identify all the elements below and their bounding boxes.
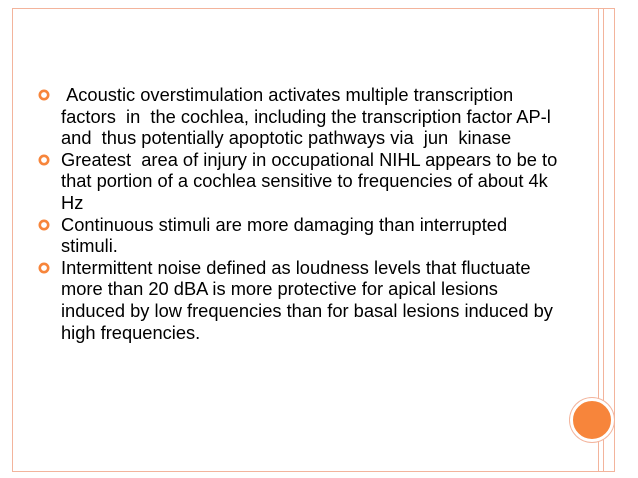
bullet-list — [38, 84, 563, 343]
circle-ring-icon — [38, 219, 50, 231]
orange-circle-decoration — [570, 398, 614, 442]
bullet-item — [38, 148, 563, 214]
bullet-text: Greatest area of injury in occupational NIHL appears to be to that portion of a cochlea sensitive to frequencies of about 4k Hz — [61, 148, 563, 213]
bullet-text: Intermittent noise defined as loudness levels that fluctuate more than 20 dBA is more protective for apical lesions induced by low frequencies than for basal lesions induced by high frequencies. — [61, 256, 558, 343]
bullet-item — [38, 214, 558, 257]
bullet-text: Continuous stimuli are more damaging than interrupted stimuli. — [61, 213, 513, 257]
bullet-item — [38, 84, 561, 149]
circle-ring-icon — [38, 154, 50, 166]
bullet-item — [38, 257, 558, 343]
circle-ring-icon — [38, 89, 50, 101]
circle-ring-icon — [38, 262, 50, 274]
bullet-text: Acoustic overstimulation activates multiple transcription factors in the cochlea, including the transcription factor AP-l and thus potentially apoptotic pathways via jun kinase — [61, 84, 561, 149]
